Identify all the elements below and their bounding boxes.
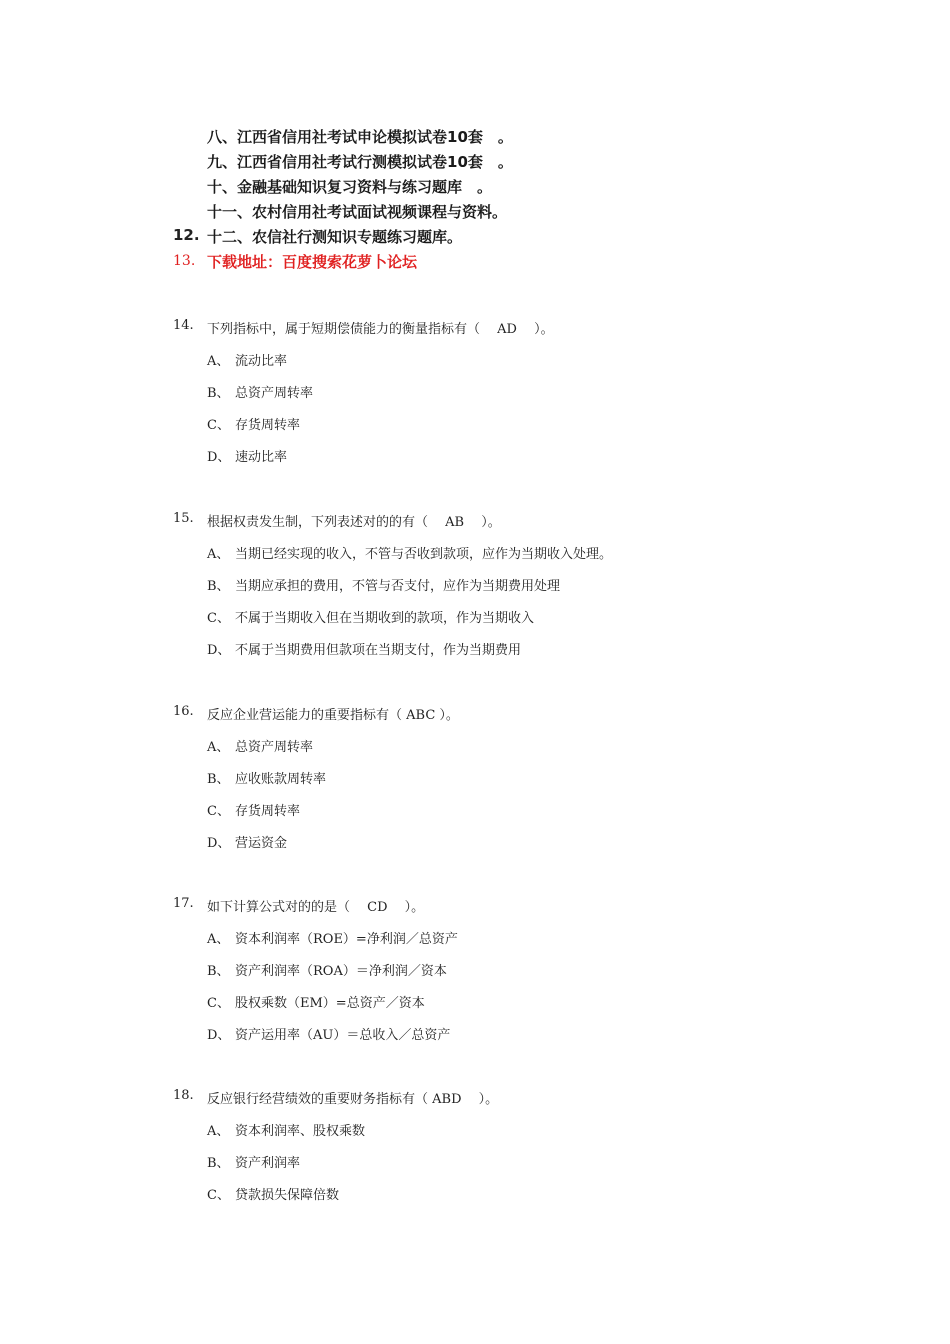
list-item-10: 十、金融基础知识复习资料与练习题库 。 bbox=[207, 178, 493, 196]
question-17-number: 17. bbox=[173, 896, 194, 911]
option-letter: A、 bbox=[207, 932, 230, 947]
list-item-9: 九、江西省信用社考试行测模拟试卷10套 。 bbox=[207, 153, 513, 171]
option-letter: A、 bbox=[207, 354, 230, 369]
option-text: 不属于当期费用但款项在当期支付，作为当期费用 bbox=[235, 643, 522, 658]
list-item-11: 十一、农村信用社考试面试视频课程与资料。 bbox=[207, 203, 508, 221]
option-text: 营运资金 bbox=[235, 836, 288, 851]
option-letter: A、 bbox=[207, 1124, 230, 1139]
question-16-text: 反应企业营运能力的重要指标有（ ABC ）。 bbox=[207, 708, 459, 723]
list-item-12-text: 十二、农信社行测知识专题练习题库。 bbox=[207, 228, 463, 246]
option-text: 总资产周转率 bbox=[235, 740, 314, 755]
question-15-number: 15. bbox=[173, 511, 194, 526]
option-text: 总资产周转率 bbox=[235, 386, 314, 401]
question-15-text: 根据权责发生制，下列表述对的的有（ AB ）。 bbox=[207, 515, 501, 530]
option-text: 资产利润率 bbox=[235, 1156, 301, 1171]
option-letter: B、 bbox=[207, 1156, 230, 1171]
option-text: 当期已经实现的收入，不管与否收到款项，应作为当期收入处理。 bbox=[235, 547, 613, 562]
option-letter: A、 bbox=[207, 547, 230, 562]
option-letter: B、 bbox=[207, 579, 230, 594]
option-text: 不属于当期收入但在当期收到的款项，作为当期收入 bbox=[235, 611, 535, 626]
option-letter: D、 bbox=[207, 643, 231, 658]
option-letter: C、 bbox=[207, 418, 230, 433]
question-18-number: 18. bbox=[173, 1088, 194, 1103]
option-text: 贷款损失保障倍数 bbox=[235, 1188, 340, 1203]
option-letter: B、 bbox=[207, 772, 230, 787]
option-text: 资产利润率（ROA）＝净利润／资本 bbox=[235, 964, 447, 979]
list-item-8: 八、江西省信用社考试申论模拟试卷10套 。 bbox=[207, 128, 513, 146]
option-letter: A、 bbox=[207, 740, 230, 755]
option-letter: C、 bbox=[207, 1188, 230, 1203]
option-text: 资本利润率、股权乘数 bbox=[235, 1124, 366, 1139]
option-letter: D、 bbox=[207, 1028, 231, 1043]
option-letter: D、 bbox=[207, 450, 231, 465]
option-text: 资产运用率（AU）＝总收入／总资产 bbox=[235, 1028, 451, 1043]
option-text: 存货周转率 bbox=[235, 418, 301, 433]
option-text: 应收账款周转率 bbox=[235, 772, 327, 787]
option-text: 股权乘数（EM）=总资产／资本 bbox=[235, 996, 425, 1011]
option-text: 流动比率 bbox=[235, 354, 288, 369]
question-18-text: 反应银行经营绩效的重要财务指标有（ ABD ）。 bbox=[207, 1092, 499, 1107]
question-14-number: 14. bbox=[173, 318, 194, 333]
question-16-number: 16. bbox=[173, 704, 194, 719]
list-item-12-number: 12. bbox=[173, 226, 200, 244]
question-14-text: 下列指标中，属于短期偿债能力的衡量指标有（ AD ）。 bbox=[207, 322, 554, 337]
download-link-text[interactable]: 下载地址：百度搜索花萝卜论坛 bbox=[207, 253, 418, 271]
option-text: 存货周转率 bbox=[235, 804, 301, 819]
option-letter: B、 bbox=[207, 386, 230, 401]
option-letter: C、 bbox=[207, 804, 230, 819]
option-text: 速动比率 bbox=[235, 450, 288, 465]
option-letter: D、 bbox=[207, 836, 231, 851]
option-text: 资本利润率（ROE）=净利润／总资产 bbox=[235, 932, 458, 947]
option-letter: C、 bbox=[207, 996, 230, 1011]
question-17-text: 如下计算公式对的的是（ CD ）。 bbox=[207, 900, 425, 915]
option-text: 当期应承担的费用，不管与否支付，应作为当期费用处理 bbox=[235, 579, 561, 594]
option-letter: B、 bbox=[207, 964, 230, 979]
list-item-13-number: 13. bbox=[173, 253, 196, 269]
option-letter: C、 bbox=[207, 611, 230, 626]
